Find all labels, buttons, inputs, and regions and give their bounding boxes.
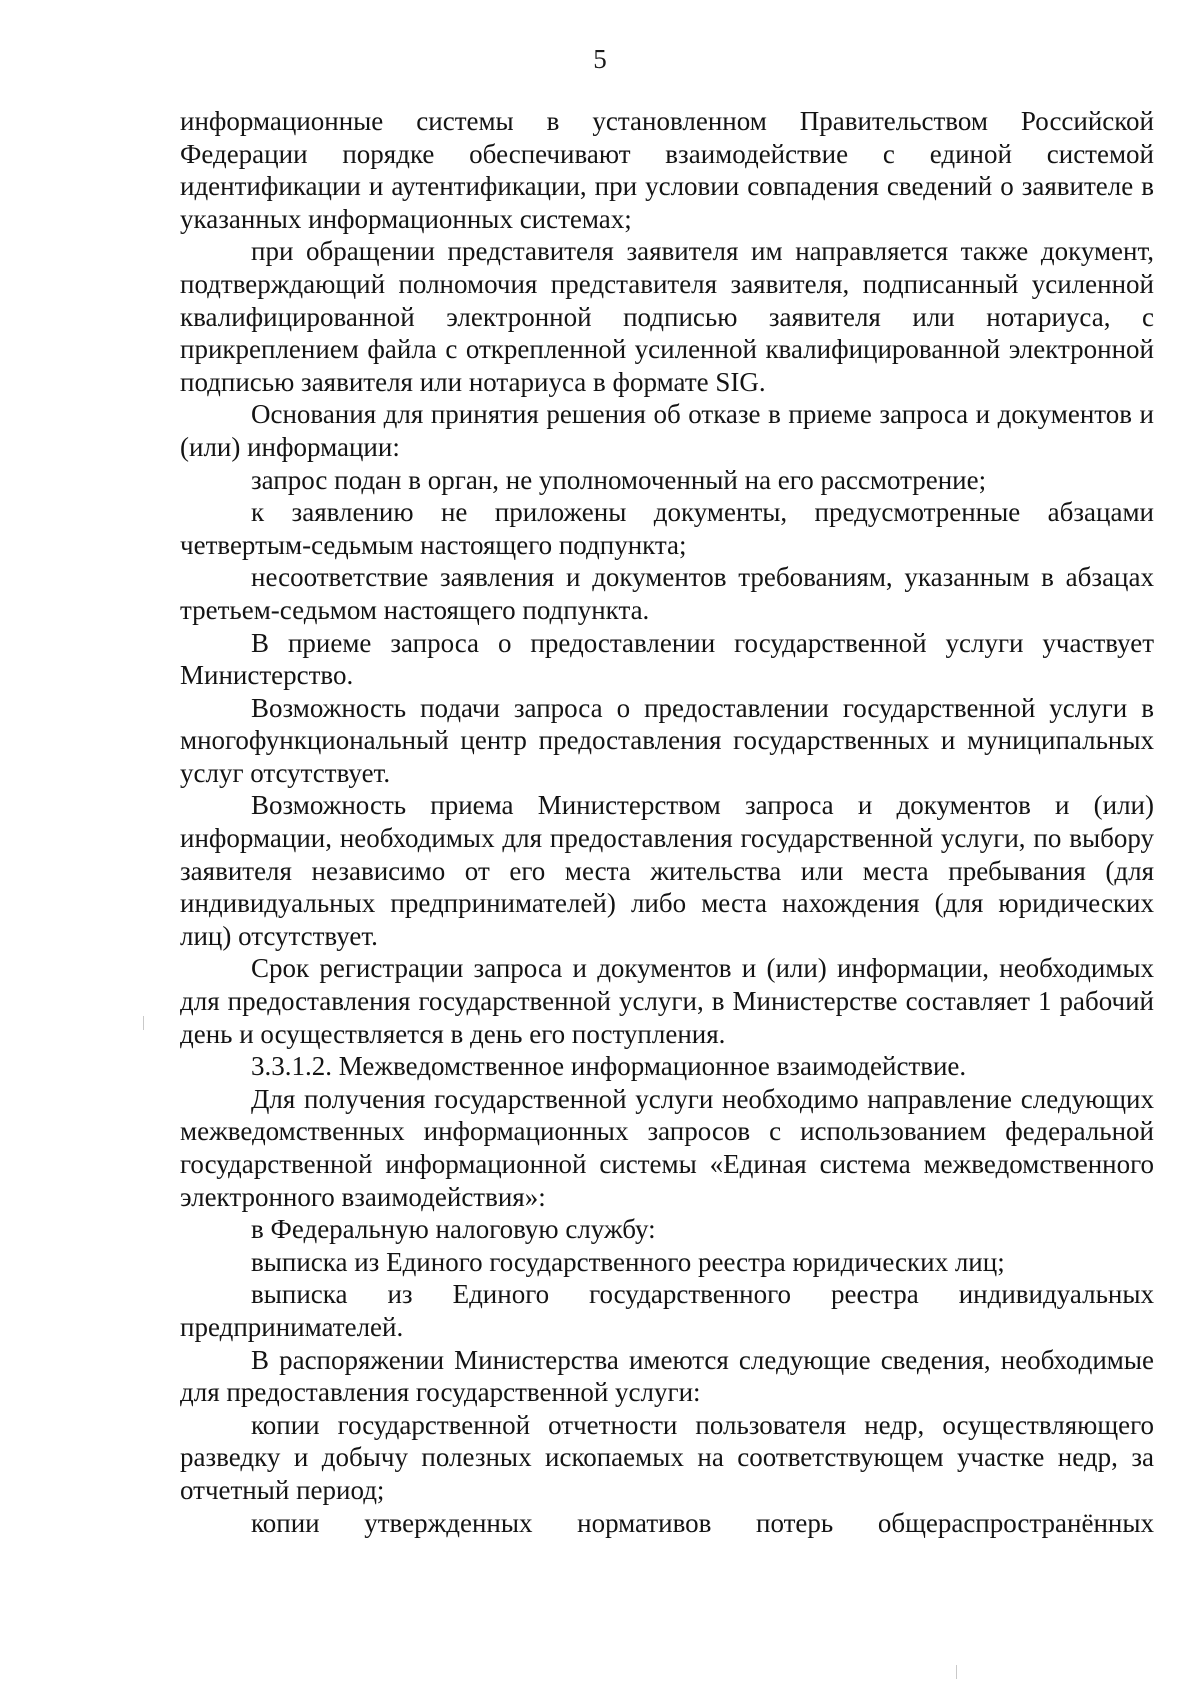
scan-edge-mark (956, 1665, 957, 1679)
paragraph-extraterritorial: Возможность приема Министерством запроса и документов и (или) информации, необходимых для предоставления государственной услуги, по выбору заявителя независимо от его места жительства или места пребывания (для индивидуальных предпринимателей) либо места нахождения (для юридических лиц) отсутствует. (180, 790, 1154, 951)
paragraph-list-item: к заявлению не приложены документы, предусмотренные абзацами четвертым-седьмым настоящего подпункта; (180, 497, 1154, 560)
section-heading: 3.3.1.2. Межведомственное информационное взаимодействие. (251, 1051, 967, 1082)
paragraph-interagency-requests: Для получения государственной услуги необходимо направление следующих межведомственных информационных запросов с использованием федеральной государственной информационной системы «Единая система межведомственного электронного взаимодействия»: (180, 1083, 1154, 1212)
paragraph-list-item: несоответствие заявления и документов требованиям, указанным в абзацах третьем-седьмом настоящего подпункта. (180, 562, 1154, 625)
paragraph-mfc-availability: Возможность подачи запроса о предоставлении государственной услуги в многофункциональный центр предоставления государственных и муниципальных услуг отсутствует. (180, 692, 1154, 788)
paragraph-representative-document: при обращении представителя заявителя им направляется также документ, подтверждающий полномочия представителя заявителя, подписанный усиленной квалифицированной электронной подписью заявителя или нотариуса, с прикреплением файла с открепленной усиленной квалифицированной электронной подписью заявителя или нотариуса в формате SIG. (180, 236, 1154, 397)
paragraph-list-item: копии утвержденных нормативов потерь общераспространённых (251, 1507, 1154, 1538)
paragraph-list-item: запрос подан в орган, не уполномоченный на его рассмотрение; (251, 464, 987, 495)
paragraph-list-item: в Федеральную налоговую службу: (251, 1214, 656, 1245)
paragraph-registration-term: Срок регистрации запроса и документов и (или) информации, необходимых для предоставления государственной услуги, в Министерстве составляет 1 рабочий день и осуществляется в день его поступления. (180, 953, 1154, 1049)
paragraph-ministry-information: В распоряжении Министерства имеются следующие сведения, необходимые для предоставления государственной услуги: (180, 1344, 1154, 1408)
document-body (180, 105, 1154, 1539)
paragraph-refusal-grounds: Основания для принятия решения об отказе в приеме запроса и документов и (или) информации: (180, 399, 1154, 462)
paragraph-list-item: копии государственной отчетности пользователя недр, осуществляющего разведку и добычу полезных ископаемых на соответствующем участке недр, за отчетный период; (180, 1409, 1154, 1505)
paragraph-list-item: выписка из Единого государственного реестра индивидуальных предпринимателей. (180, 1279, 1154, 1342)
page-number: 5 (593, 44, 607, 74)
paragraph-continuation: информационные системы в установленном Правительством Российской Федерации порядке обеспечивают взаимодействие с единой системой идентификации и аутентификации, при условии совпадения сведений о заявителе в указанных информационных системах; (180, 106, 1154, 234)
scan-margin-mark (143, 1016, 144, 1030)
paragraph-list-item: выписка из Единого государственного реестра юридических лиц; (251, 1246, 1005, 1277)
paragraph-ministry-participation: В приеме запроса о предоставлении государственной услуги участвует Министерство. (180, 627, 1154, 691)
